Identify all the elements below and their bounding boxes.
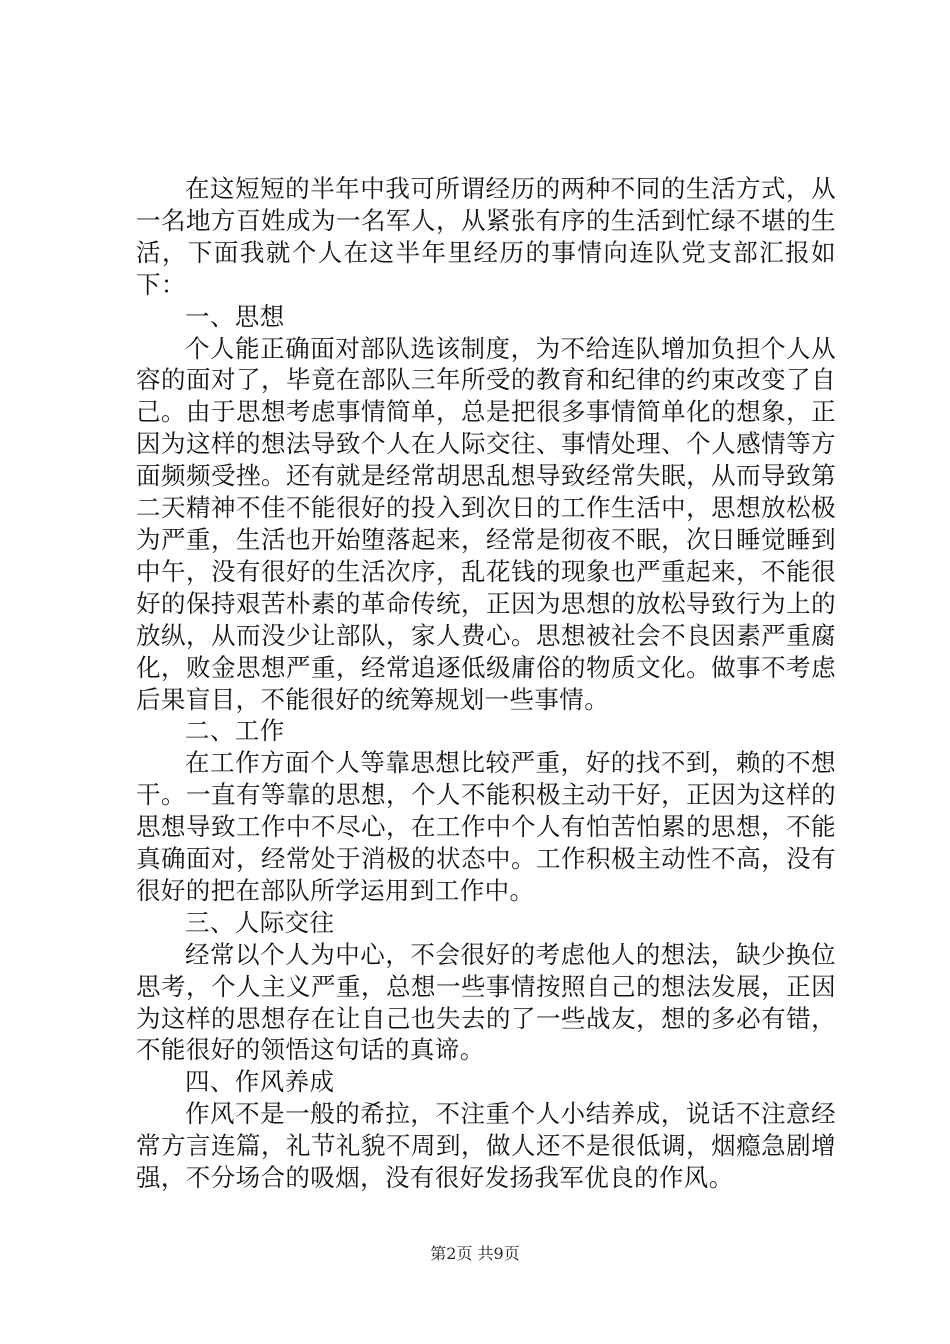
section-heading-thought: 一、思想 <box>185 301 285 331</box>
paragraph-relations: 经常以个人为中心，不会很好的考虑他人的想法，缺少换位思考，个人主义严重，总想一些事情按照自己的想法发展，正因为这样的思想存在让自己也失去的了一些战友，想的多必有错，不能很好的领悟这句话的真谛。 <box>136 939 836 1065</box>
document-body <box>136 173 836 1194</box>
paragraph-work: 在工作方面个人等靠思想比较严重，好的找不到，赖的不想干。一直有等靠的思想，个人不能积极主动干好，正因为这样的思想导致工作中不尽心，在工作中个人有怕苦怕累的思想，不能真确面对，经常处于消极的状态中。工作积极主动性不高，没有很好的把在部队所学运用到工作中。 <box>136 748 836 905</box>
section-heading-conduct: 四、作风养成 <box>185 1067 335 1097</box>
section-heading-relations: 三、人际交往 <box>185 907 335 937</box>
paragraph-conduct: 作风不是一般的希拉，不注重个人小结养成，说话不注意经常方言连篇，礼节礼貌不周到，做人还不是很低调，烟瘾急剧增强，不分场合的吸烟，没有很好发扬我军优良的作风。 <box>136 1099 836 1193</box>
paragraph-thought: 个人能正确面对部队选该制度，为不给连队增加负担个人从容的面对了，毕竟在部队三年所受的教育和纪律的约束改变了自己。由于思想考虑事情简单，总是把很多事情简单化的想象，正因为这样的想法导致个人在人际交往、事情处理、个人感情等方面频频受挫。还有就是经常胡思乱想导致经常失眠，从而导致第二天精神不佳不能很好的投入到次日的工作生活中，思想放松极为严重，生活也开始堕落起来，经常是彻夜不眠，次日睡觉睡到中午，没有很好的生活次序，乱花钱的现象也严重起来，不能很好的保持艰苦朴素的革命传统，正因为思想的放松导致行为上的放纵，从而没少让部队，家人费心。思想被社会不良因素严重腐化，败金思想严重，经常追逐低级庸俗的物质文化。做事不考虑后果盲目，不能很好的统筹规划一些事情。 <box>136 333 836 714</box>
section-heading-work: 二、工作 <box>185 716 285 746</box>
page-number-footer: 第2页 共9页 <box>430 1244 520 1263</box>
paragraph-intro: 在这短短的半年中我可所谓经历的两种不同的生活方式，从一名地方百姓成为一名军人，从紧张有序的生活到忙绿不堪的生活，下面我就个人在这半年里经历的事情向连队党支部汇报如下： <box>136 174 836 299</box>
